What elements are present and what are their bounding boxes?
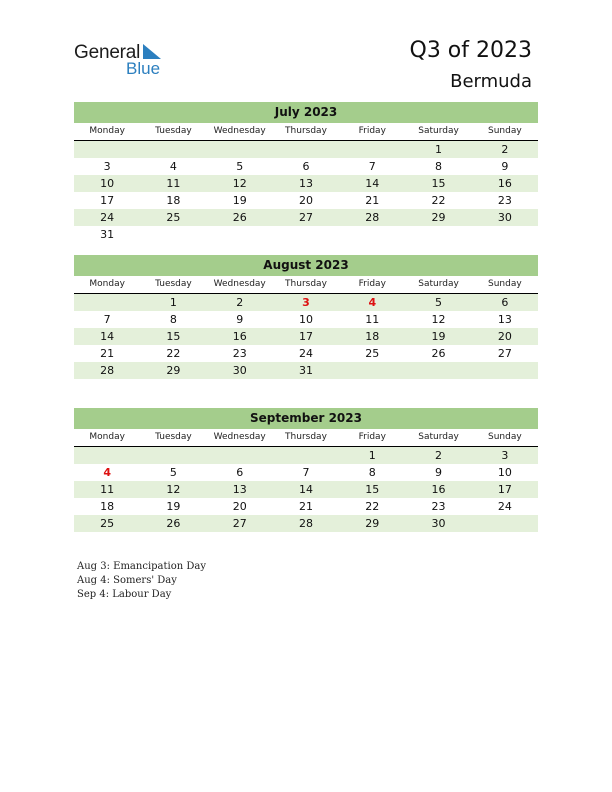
weekday-header-row	[74, 429, 538, 447]
day-cell	[339, 362, 405, 379]
day-cell: 16	[431, 483, 446, 496]
weekday-label: Thursday	[285, 279, 327, 289]
day-cell: 6	[236, 466, 244, 479]
day-cell: 19	[431, 330, 446, 343]
weekday-label: Friday	[358, 279, 386, 289]
weekday-label: Wednesday	[213, 279, 266, 289]
day-cell: 9	[435, 466, 443, 479]
day-cell	[405, 226, 471, 243]
weekday-label: Saturday	[418, 432, 459, 442]
day-cell	[472, 362, 538, 379]
day-cell: 2	[501, 143, 509, 156]
holiday-note: Sep 4: Labour Day	[77, 589, 172, 600]
day-cell: 26	[166, 517, 181, 530]
day-cell: 29	[166, 364, 181, 377]
day-cell: 18	[100, 500, 115, 513]
day-cell: 6	[501, 296, 509, 309]
week-row	[74, 226, 538, 243]
day-cell: 23	[431, 500, 446, 513]
day-cell: 11	[166, 177, 181, 190]
day-cell: 27	[232, 517, 247, 530]
day-cell	[140, 226, 206, 243]
week-row	[74, 447, 538, 464]
weekday-label: Saturday	[418, 126, 459, 136]
day-cell: 12	[232, 177, 247, 190]
weekday-label: Wednesday	[213, 126, 266, 136]
logo-triangle-icon	[141, 44, 163, 60]
day-cell: 18	[166, 194, 181, 207]
week-row	[74, 328, 538, 345]
day-cell	[207, 141, 273, 158]
day-cell: 15	[431, 177, 446, 190]
day-cell: 17	[497, 483, 512, 496]
day-cell: 3	[103, 160, 111, 173]
weekday-header-row	[74, 276, 538, 294]
day-cell: 2	[236, 296, 244, 309]
day-cell: 6	[302, 160, 310, 173]
day-cell: 21	[365, 194, 380, 207]
day-cell: 5	[236, 160, 244, 173]
day-cell: 15	[166, 330, 181, 343]
week-row	[74, 498, 538, 515]
day-cell	[74, 447, 140, 464]
day-cell: 30	[232, 364, 247, 377]
weekday-label: Sunday	[487, 432, 522, 442]
day-cell: 28	[100, 364, 115, 377]
day-cell: 29	[365, 517, 380, 530]
weekday-label: Saturday	[418, 279, 459, 289]
day-cell: 13	[497, 313, 512, 326]
week-row	[74, 175, 538, 192]
day-cell: 10	[100, 177, 115, 190]
day-cell: 1	[169, 296, 177, 309]
day-cell: 9	[236, 313, 244, 326]
holiday-day-cell: 4	[368, 296, 377, 309]
holiday-day-cell: 3	[302, 296, 310, 309]
day-cell: 29	[431, 211, 446, 224]
day-cell	[273, 141, 339, 158]
day-cell: 19	[166, 500, 181, 513]
day-cell: 12	[431, 313, 446, 326]
day-cell: 10	[298, 313, 313, 326]
day-cell	[273, 447, 339, 464]
day-cell	[339, 141, 405, 158]
day-cell: 22	[166, 347, 181, 360]
week-row	[74, 158, 538, 175]
week-row	[74, 515, 538, 532]
day-cell: 24	[100, 211, 115, 224]
day-cell: 8	[368, 466, 376, 479]
day-cell: 27	[298, 211, 313, 224]
day-cell: 10	[497, 466, 512, 479]
day-cell: 31	[298, 364, 313, 377]
day-cell: 7	[103, 313, 111, 326]
day-cell: 1	[435, 143, 443, 156]
month-calendar	[74, 102, 538, 243]
week-row	[74, 311, 538, 328]
day-cell: 13	[298, 177, 313, 190]
holiday-note: Aug 3: Emancipation Day	[77, 561, 206, 572]
day-cell	[74, 141, 140, 158]
day-cell: 23	[232, 347, 247, 360]
day-cell: 21	[100, 347, 115, 360]
day-cell: 16	[497, 177, 512, 190]
day-cell: 25	[365, 347, 380, 360]
brand-logo	[74, 42, 184, 78]
day-cell: 17	[100, 194, 115, 207]
weekday-label: Monday	[89, 279, 125, 289]
weekday-label: Thursday	[285, 432, 327, 442]
day-cell: 14	[100, 330, 115, 343]
day-cell: 4	[169, 160, 177, 173]
weekday-label: Tuesday	[155, 432, 192, 442]
holiday-note: Aug 4: Somers' Day	[77, 575, 177, 586]
day-cell	[140, 141, 206, 158]
day-cell: 23	[497, 194, 512, 207]
day-cell	[207, 226, 273, 243]
week-row	[74, 464, 538, 481]
day-cell: 21	[298, 500, 313, 513]
week-row	[74, 192, 538, 209]
day-cell: 7	[302, 466, 310, 479]
week-row	[74, 209, 538, 226]
weekday-label: Monday	[89, 126, 125, 136]
day-cell: 13	[232, 483, 247, 496]
day-cell	[405, 362, 471, 379]
day-cell: 17	[298, 330, 313, 343]
weekday-label: Tuesday	[155, 126, 192, 136]
day-cell: 9	[501, 160, 509, 173]
month-title: August 2023	[74, 255, 538, 276]
day-cell: 2	[435, 449, 443, 462]
day-cell: 16	[232, 330, 247, 343]
weekday-label: Wednesday	[213, 432, 266, 442]
day-cell: 11	[365, 313, 380, 326]
day-cell	[472, 226, 538, 243]
weekday-label: Sunday	[487, 126, 522, 136]
weekday-label: Thursday	[285, 126, 327, 136]
week-row	[74, 345, 538, 362]
weekday-label: Friday	[358, 432, 386, 442]
week-row	[74, 362, 538, 379]
day-cell: 22	[431, 194, 446, 207]
day-cell	[140, 447, 206, 464]
day-cell	[472, 515, 538, 532]
day-cell: 25	[166, 211, 181, 224]
day-cell: 30	[431, 517, 446, 530]
weekday-label: Sunday	[487, 279, 522, 289]
day-cell: 3	[501, 449, 509, 462]
day-cell: 20	[232, 500, 247, 513]
day-cell: 27	[497, 347, 512, 360]
day-cell: 5	[435, 296, 443, 309]
day-cell: 5	[169, 466, 177, 479]
page-subtitle: Bermuda	[450, 71, 532, 92]
day-cell: 28	[365, 211, 380, 224]
day-cell: 18	[365, 330, 380, 343]
page-title: Q3 of 2023	[409, 38, 532, 63]
day-cell: 24	[497, 500, 512, 513]
day-cell: 12	[166, 483, 181, 496]
brand-blue: Blue	[126, 59, 161, 78]
day-cell: 1	[368, 449, 376, 462]
brand-general: General	[74, 42, 141, 63]
week-row	[74, 141, 538, 158]
weekday-header-row	[74, 123, 538, 141]
holiday-day-cell: 4	[103, 466, 111, 479]
month-title: September 2023	[74, 408, 538, 429]
day-cell: 14	[298, 483, 313, 496]
day-cell: 26	[431, 347, 446, 360]
day-cell	[207, 447, 273, 464]
day-cell: 31	[100, 228, 115, 241]
month-calendar	[74, 255, 538, 379]
day-cell: 11	[100, 483, 115, 496]
week-row	[74, 294, 538, 311]
day-cell: 22	[365, 500, 380, 513]
day-cell: 26	[232, 211, 247, 224]
day-cell: 28	[298, 517, 313, 530]
day-cell: 15	[365, 483, 380, 496]
month-title: July 2023	[74, 102, 538, 123]
month-calendar	[74, 408, 538, 532]
day-cell: 20	[298, 194, 313, 207]
day-cell: 30	[497, 211, 512, 224]
day-cell	[273, 226, 339, 243]
weekday-label: Tuesday	[155, 279, 192, 289]
day-cell: 24	[298, 347, 313, 360]
day-cell: 19	[232, 194, 247, 207]
day-cell: 25	[100, 517, 115, 530]
day-cell	[339, 226, 405, 243]
weekday-label: Monday	[89, 432, 125, 442]
day-cell: 8	[435, 160, 443, 173]
week-row	[74, 481, 538, 498]
day-cell: 7	[368, 160, 376, 173]
day-cell: 14	[365, 177, 380, 190]
weekday-label: Friday	[358, 126, 386, 136]
day-cell	[74, 294, 140, 311]
day-cell: 8	[169, 313, 177, 326]
holiday-notes	[77, 560, 206, 602]
day-cell: 20	[497, 330, 512, 343]
